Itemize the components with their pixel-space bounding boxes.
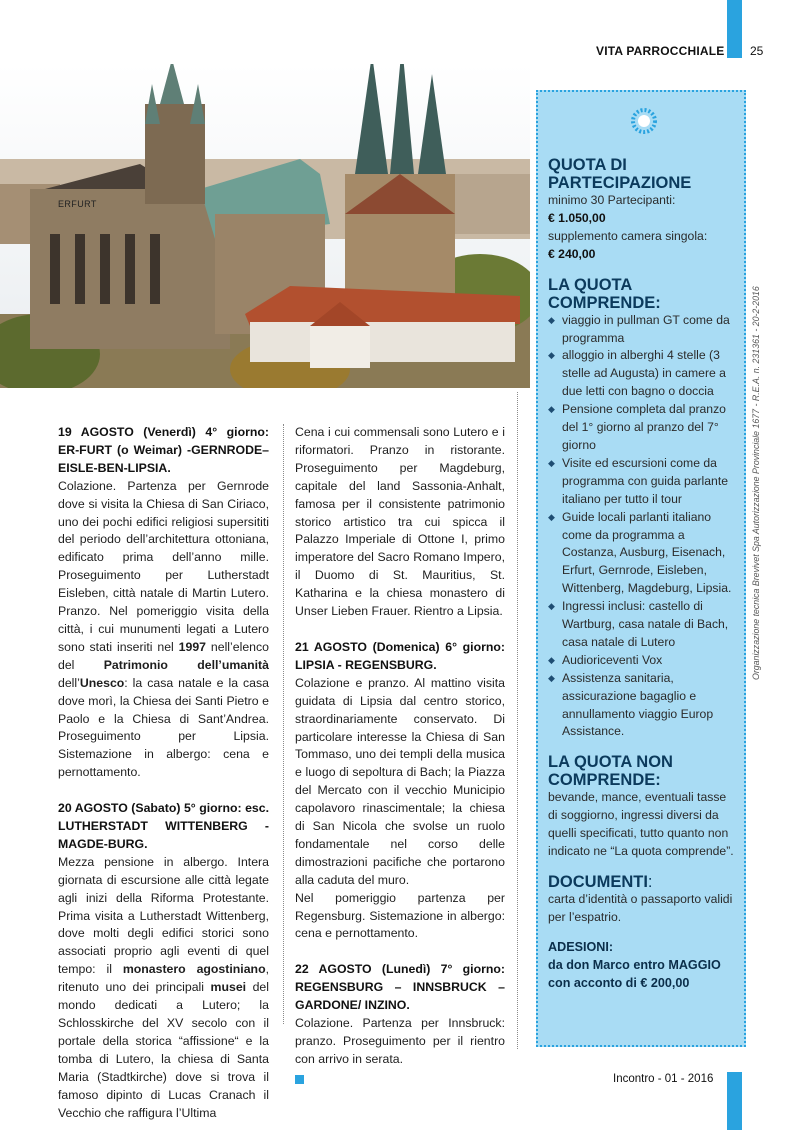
documents-title: DOCUMENTI: (548, 873, 653, 891)
photo-caption: ERFURT (58, 199, 97, 209)
erfurt-photo (0, 64, 530, 388)
text-column-1 (58, 424, 269, 1122)
list-item: ◆ viaggio in pullman GT come da programma (548, 312, 734, 348)
day-5-title: 20 AGOSTO (Sabato) 5° giorno: esc. LUTHERSTADT WITTENBERG -MAGDE-BURG. (58, 801, 269, 851)
day-7-body: Colazione. Partenza per Innsbruck: pranzo. Proseguimento per il rientro con arrivo in serata. (295, 1016, 505, 1066)
day-7-title: 22 AGOSTO (Lunedì) 7° giorno: REGENSBURG – INNSBRUCK – GARDONE/ INZINO. (295, 962, 505, 1013)
day-4-body: Colazione. Partenza per Gernrode dove si visita la Chiesa di San Ciriaco, uno dei pochi edifici religiosi supersititi del periodo dell’architettura ottoniana, edificato prima dell’anno mille. Proseguimento per Lutherstadt Eisleben, città natale di Martin Lutero. Pranzo. Nel pomeriggio visita della città, i cui munumenti legati a Lutero sono stati inseriti nel 1997 nell’elenco del Patrimonio dell’umanità dell’Unesco: la casa natale e la casa dove morì, la Chiesa dei Santi Pietro e Paolo e la Chiesa di Sant’Andrea. Proseguimento per Lipsia. Sistemazione in albergo: cena e pernottamento. (58, 478, 269, 780)
organization-note: Organizzazione tecnica Brevivet Spa Autorizzazione Provinciale 1677 - R.E.A. n. 231361 - 20-2-2016 (751, 286, 761, 680)
trip-info-box (536, 90, 746, 1047)
list-item: ◆ Pensione completa dal pranzo del 1° giorno al pranzo del 7° giorno (548, 401, 734, 455)
day-5-body-start: Mezza pensione in albergo. Intera giornata di escursione alle città legate agli inizi della Riforma Protestante. Prima visita a Lutherstadt Wittenberg, dove molti degli edifici storici sono associati proprio agli eventi di quel tempo: il monastero agostiniano, ritenuto uno dei principali musei del mondo dedicati a Lutero; la Schlosskirche del XV secolo con il portale della storica “affissione“ e la tomba di Lutero, la chiesa di Santa Maria (Stadtkirche) dove si trova il famoso dipinto di Lucas Cranach il Vecchio che raffigura l’Ultima (58, 854, 270, 1120)
adesioni-contact: da don Marco entro MAGGIO (548, 957, 721, 972)
includes-title: LA QUOTA COMPRENDE: (548, 275, 661, 312)
box-divider (517, 392, 518, 1049)
list-item: ◆ Assistenza sanitaria, assicurazione bagaglio e annullamento viaggio Europ Assistance. (548, 670, 734, 742)
day-6-body-afternoon: Nel pomeriggio partenza per Regensburg. Sistemazione in albergo: cena e pernottamento. (295, 890, 505, 941)
single-supplement-label: supplemento camera singola: (548, 228, 708, 243)
excludes-title: LA QUOTA NON COMPRENDE: (548, 753, 673, 790)
column-divider (283, 424, 284, 1024)
list-item: ◆ Audioriceventi Vox (548, 652, 734, 670)
list-item: ◆ Ingressi inclusi: castello di Wartburg, casa natale di Bach, casa natale di Lutero (548, 598, 734, 652)
list-item: ◆ alloggio in alberghi 4 stelle (3 stelle ad Augusta) in camere a due letti con bagno o doccia (548, 347, 734, 401)
text-column-2 (295, 424, 505, 1090)
page-number: 25 (750, 44, 764, 58)
cathedral-illustration (0, 64, 530, 388)
day-6-body: Colazione e pranzo. Al mattino visita guidata di Lipsia dal centro storico, straordinariamente conservato. Di particolare interesse la Chiesa di San Tommaso, uno dei templi della musica e luogo di sepoltura di Bach; la Piazza del Mercato con il vecchio Municipio capolavoro rinascimentale; la chiesa di San Nicola che svolse un ruolo fondamentale nel corso delle dimostrazioni pacifiche che portarono alla caduta del muro. (295, 675, 505, 887)
top-accent-tab (727, 0, 742, 58)
article-end-square-icon (295, 1075, 304, 1084)
list-item: ◆ Guide locali parlanti italiano come da programma a Costanza, Ausburg, Eisenach, Erfurt, Gernrode, Eisleben, Wittenberg, Magdeburg, Lipsia. (548, 509, 734, 599)
day-6-title: 21 AGOSTO (Domenica) 6° giorno: LIPSIA - REGENSBURG. (295, 639, 505, 672)
documents-text: carta d’identità o passaporto validi per l’espatrio. (548, 892, 733, 924)
day-4-title: 19 AGOSTO (Venerdì) 4° giorno: ER-FURT (o Weimar) -GERNRODE–EISLE-BEN-LIPSIA. (58, 425, 269, 475)
single-supplement-price: € 240,00 (548, 246, 596, 261)
quota-title: QUOTA DI PARTECIPAZIONE (548, 156, 692, 192)
day-5-body-end: Cena i cui commensali sono Lutero e i riformatori. Pranzo in ristorante. Proseguimento per Magdeburg, capitale del land Sassonia-Anhalt, famosa per il consistente patrimonio storico artistico tra cui spicca il Palazzo Imperiale di Ottone I, primo imperatore del Sacro Romano Impero, il Duomo di St. Mauritius, St. Katharina e la chiesa monastero di Unser Lieben Frauer. Rientro a Lipsia. (295, 425, 505, 619)
min-participants: minimo 30 Partecipanti: (548, 193, 676, 207)
adesioni-label: ADESIONI: (548, 939, 614, 954)
section-title: VITA PARROCCHIALE (596, 44, 725, 58)
includes-list (548, 312, 734, 742)
footer-issue: Incontro - 01 - 2016 (613, 1073, 714, 1085)
adesioni-deposit: con acconto di € 200,00 (548, 975, 690, 990)
bottom-accent-tab (727, 1072, 742, 1130)
decorative-ring-icon (629, 106, 659, 136)
list-item: ◆ Visite ed escursioni come da programma con guida parlante italiano per tutto il tour (548, 455, 734, 509)
price: € 1.050,00 (548, 210, 606, 225)
excludes-text: bevande, mance, eventuali tasse di soggiorno, ingressi diversi da quelli specificati, tutto quanto non indicato ne “La quota comprende”. (548, 790, 734, 859)
